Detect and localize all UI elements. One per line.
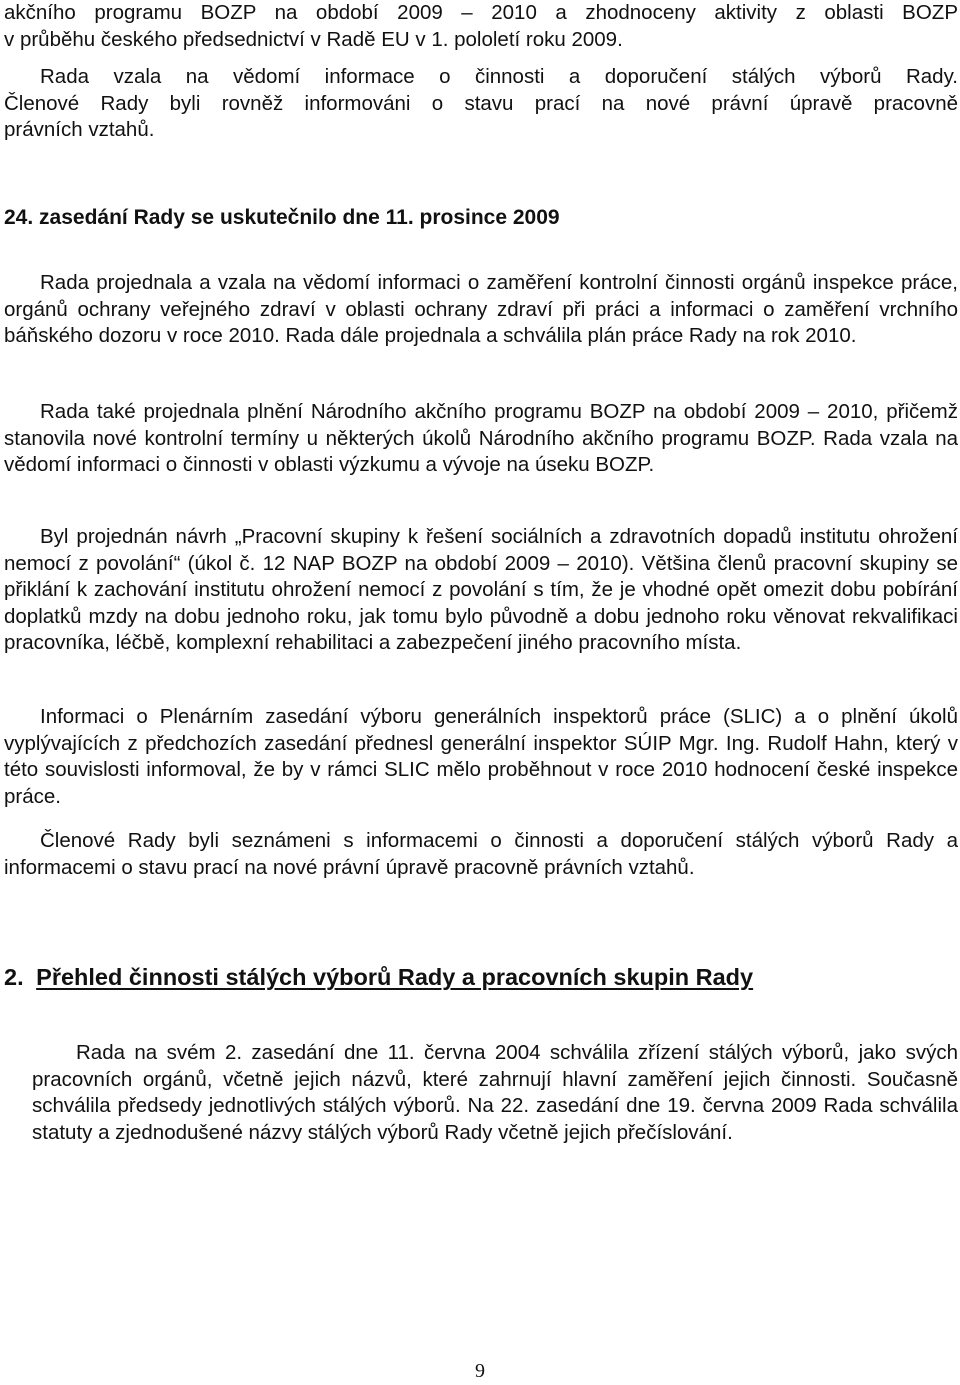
intro-line: v průběhu českého předsednictví v Radě EU v 1. pololetí roku 2009. [4, 27, 623, 51]
paragraph: Rada také projednala plnění Národního akčního programu BOZP na období 2009 – 2010, přičemž stanovila nové kontrolní termíny u některých úkolů Národního akčního programu BOZP. Rada vzala na vědomí informaci o činnosti v oblasti výzkumu a vývoje na úseku BOZP. [4, 400, 958, 476]
section-heading [4, 962, 753, 992]
paragraph: Rada projednala a vzala na vědomí informaci o zaměření kontrolní činnosti orgánů inspekce práce, orgánů ochrany veřejného zdraví v oblasti ochrany zdraví při práci a informaci o zaměření vrchního báňského dozoru v roce 2010. Rada dále projednala a schválila plán práce Rady na rok 2010. [4, 271, 958, 347]
paragraph: Rada na svém 2. zasedání dne 11. června 2004 schválila zřízení stálých výborů, jako svých pracovních orgánů, včetně jejich názvů, které zahrnují hlavní zaměření jejich činnosti. Současně schválila předsedy jednotlivých stálých výborů. Na 22. zasedání dne 19. června 2009 Rada schválila statuty a zjednodušené názvy stálých výborů Rady včetně jejich přečíslování. [32, 1041, 958, 1144]
meeting24-paragraph-3 [4, 524, 958, 657]
section2-paragraph [32, 1040, 958, 1146]
intro-line: Členové Rady byli rovněž informováni o stavu prací na nové právní úpravě pracovně [4, 91, 958, 115]
meeting24-paragraph-1 [4, 270, 958, 350]
intro-block [4, 0, 958, 144]
intro-line: Rada vzala na vědomí informace o činnosti a doporučení stálých výborů Rady. [40, 65, 958, 88]
intro-line: právních vztahů. [4, 118, 155, 141]
section-number: 2. [4, 964, 24, 990]
paragraph: Byl projednán návrh „Pracovní skupiny k řešení sociálních a zdravotních dopadů institutu ohrožení nemocí z povolání“ (úkol č. 12 NAP BOZP na období 2009 – 2010). Většina členů pracovní skupiny se přiklání k zachování institutu ohrožení nemocí z povolání s tím, že je vhodné opět omezit dobu pobírání doplatků mzdy na dobu jednoho roku, jak tomu bylo původně a dobu jednoho roku věnovat rekvalifikaci pracovníka, léčbě, komplexní rehabilitaci a zabezpečení jiného pracovního místa. [4, 525, 958, 654]
meeting-heading: 24. zasedání Rady se uskutečnilo dne 11. prosince 2009 [4, 206, 560, 229]
meeting24-paragraph-5 [4, 828, 958, 881]
paragraph: Informaci o Plenárním zasedání výboru generálních inspektorů práce (SLIC) a o plnění úkolů vyplývajících z předchozích zasedání přednesl generální inspektor SÚIP Mgr. Ing. Rudolf Hahn, který v této souvislosti informoval, že by v rámci SLIC mělo proběhnout v roce 2010 hodnocení české inspekce práce. [4, 705, 958, 808]
section-title: Přehled činnosti stálých výborů Rady a pracovních skupin Rady [36, 964, 754, 990]
meeting24-paragraph-2 [4, 399, 958, 479]
meeting24-paragraph-4 [4, 704, 958, 810]
paragraph: Členové Rady byli seznámeni s informacemi o činnosti a doporučení stálých výborů Rady a informacemi o stavu prací na nové právní úpravě pracovně právních vztahů. [4, 829, 958, 879]
intro-line: akčního programu BOZP na období 2009 – 2010 a zhodnoceny aktivity z oblasti BOZP [4, 1, 958, 24]
page-number: 9 [475, 1360, 485, 1382]
